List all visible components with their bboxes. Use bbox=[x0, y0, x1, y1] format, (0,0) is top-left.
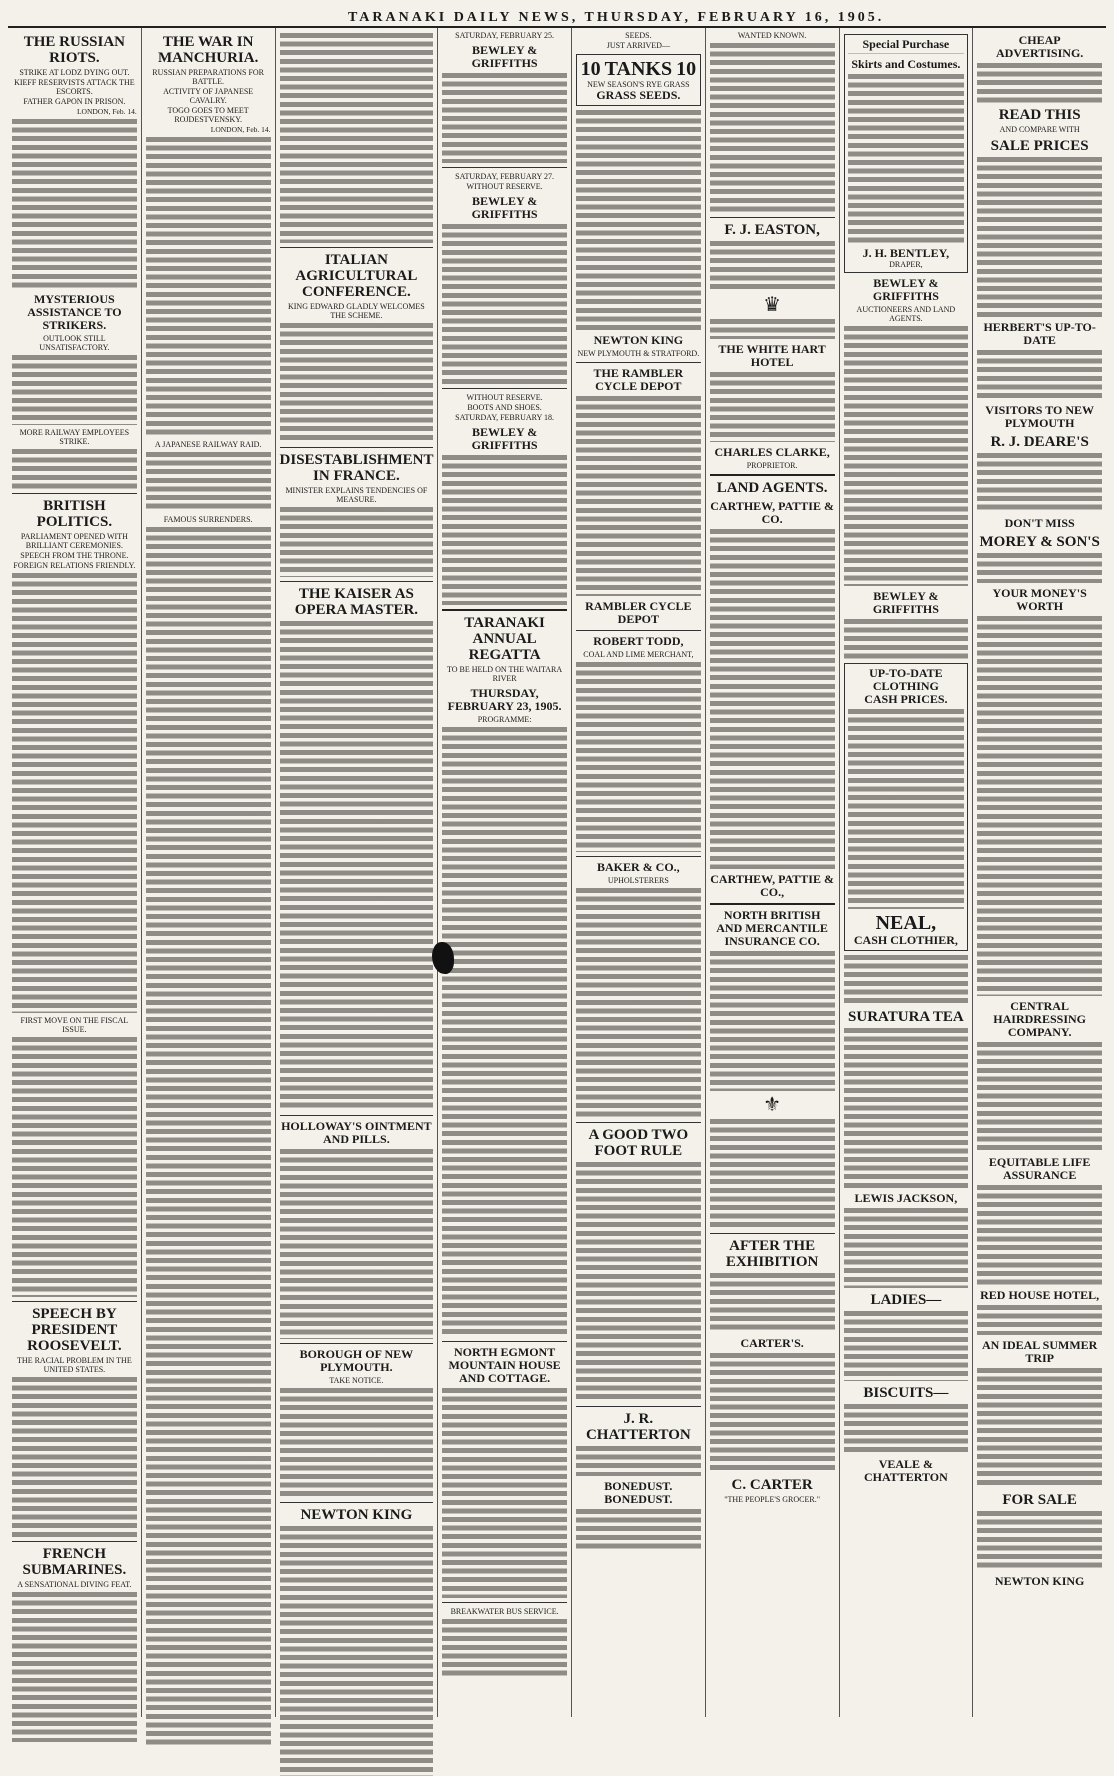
ad-text bbox=[442, 1388, 567, 1598]
subhead: A SENSATIONAL DIVING FEAT. bbox=[17, 1580, 132, 1589]
ad-red-house-hotel: RED HOUSE HOTEL, bbox=[980, 1288, 1100, 1302]
ad-chatterton: J. R. CHATTERTON bbox=[585, 1411, 691, 1443]
ad-text bbox=[576, 110, 701, 330]
masthead bbox=[8, 6, 1106, 28]
ad-bewley-griffiths: BEWLEY & GRIFFITHS bbox=[872, 589, 939, 616]
ad-text bbox=[710, 1119, 835, 1229]
regatta-programme: PROGRAMME: bbox=[477, 715, 532, 724]
ad-carthew-pattie: CARTHEW, PATTIE & CO., bbox=[710, 872, 834, 899]
ad-tanks bbox=[576, 54, 701, 106]
column-4 bbox=[438, 28, 572, 1717]
ad-text bbox=[977, 350, 1102, 400]
ad-after-exhibition: AFTER THE EXHIBITION bbox=[725, 1238, 819, 1270]
cheap-advertising-title: CHEAP ADVERTISING. bbox=[996, 33, 1084, 60]
ad-sub: DRAPER, bbox=[889, 260, 923, 269]
ad-text bbox=[844, 955, 969, 1005]
article-text bbox=[12, 1592, 137, 1742]
ad-sub: COAL AND LIME MERCHANT, bbox=[583, 650, 694, 659]
ad-central-hairdressing: CENTRAL HAIRDRESSING COMPANY. bbox=[993, 999, 1086, 1039]
ad-equitable-life: EQUITABLE LIFE ASSURANCE bbox=[988, 1155, 1091, 1182]
ad-dont-miss: DON'T MISS bbox=[1004, 516, 1075, 530]
ad-suratura-tea: SURATURA TEA bbox=[848, 1009, 964, 1025]
article-text bbox=[280, 1526, 434, 1776]
ad-text bbox=[844, 1208, 969, 1288]
article-text bbox=[12, 1037, 137, 1297]
article-text bbox=[12, 449, 137, 489]
headline-kaiser-opera: THE KAISER AS OPERA MASTER. bbox=[294, 586, 419, 618]
subhead: MORE RAILWAY EMPLOYEES STRIKE. bbox=[19, 428, 130, 446]
column-6 bbox=[706, 28, 840, 1717]
subhead: FATHER GAPON IN PRISON. bbox=[23, 97, 126, 106]
article-text bbox=[280, 323, 434, 443]
regatta-text bbox=[442, 727, 567, 1337]
ad-text bbox=[576, 662, 701, 852]
ad-text bbox=[977, 553, 1102, 583]
ad-text bbox=[576, 396, 701, 596]
ad-line: WITHOUT RESERVE. bbox=[466, 393, 543, 402]
ad-special-purchase bbox=[844, 34, 969, 273]
masthead-title: TARANAKI DAILY NEWS, THURSDAY, FEBRUARY 16, 1905. bbox=[348, 10, 885, 25]
ad-sub: PROPRIETOR. bbox=[746, 461, 798, 470]
crest-icon: ♛ bbox=[763, 294, 782, 316]
ad-clothing bbox=[844, 663, 969, 951]
subhead: THE RACIAL PROBLEM IN THE UNITED STATES. bbox=[17, 1356, 132, 1374]
article-text bbox=[146, 527, 271, 1747]
ad-bonedust: BONEDUST. BONEDUST. bbox=[604, 1479, 673, 1506]
ad-visitors: VISITORS TO NEW PLYMOUTH bbox=[985, 403, 1094, 430]
article-text bbox=[12, 573, 137, 1013]
subhead: SPEECH FROM THE THRONE. bbox=[20, 551, 129, 560]
ad-text bbox=[977, 1511, 1102, 1571]
ad-clarke: CHARLES CLARKE, bbox=[714, 445, 830, 459]
ad-text bbox=[710, 241, 835, 291]
subhead: TAKE NOTICE. bbox=[329, 1376, 384, 1385]
ad-rambler: THE RAMBLER CYCLE DEPOT bbox=[593, 366, 684, 393]
ad-date: SATURDAY, FEBRUARY 18. bbox=[455, 413, 554, 422]
ad-read-this: READ THIS bbox=[998, 107, 1081, 123]
ad-lewis-jackson: LEWIS JACKSON, bbox=[854, 1191, 958, 1205]
ad-cash-clothier: CASH CLOTHIER, bbox=[853, 933, 958, 947]
ad-sub: "THE PEOPLE'S GROCER." bbox=[724, 1495, 820, 1504]
ad-north-british: NORTH BRITISH AND MERCANTILE INSURANCE CO. bbox=[716, 908, 828, 948]
headline-roosevelt: SPEECH BY PRESIDENT ROOSEVELT. bbox=[27, 1306, 122, 1354]
ad-cash-prices: CASH PRICES. bbox=[864, 692, 948, 706]
ad-tanks-title: TANKS bbox=[604, 58, 673, 80]
ad-text bbox=[442, 73, 567, 163]
column-8 bbox=[973, 28, 1106, 1717]
article-text bbox=[280, 1149, 434, 1339]
ad-text bbox=[576, 888, 701, 1118]
ad-ladies: LADIES— bbox=[870, 1292, 942, 1308]
ad-title: Special Purchase bbox=[862, 37, 950, 51]
ad-text bbox=[576, 1446, 701, 1476]
ad-date: SATURDAY, FEBRUARY 27. bbox=[455, 172, 554, 181]
ad-just-arrived: JUST ARRIVED— bbox=[606, 41, 670, 50]
ad-text bbox=[442, 1619, 567, 1679]
ad-title: UP-TO-DATE CLOTHING bbox=[869, 666, 943, 693]
ad-line: WITHOUT RESERVE. bbox=[466, 182, 543, 191]
ad-text bbox=[442, 224, 567, 384]
ad-text bbox=[710, 319, 835, 339]
ad-text bbox=[710, 951, 835, 1091]
ad-two-foot-rule: A GOOD TWO FOOT RULE bbox=[588, 1127, 689, 1159]
column-2 bbox=[142, 28, 276, 1717]
subhead: TOGO GOES TO MEET ROJDESTVENSKY. bbox=[167, 106, 249, 124]
column-3 bbox=[276, 28, 439, 1717]
ad-bewley-griffiths: BEWLEY & GRIFFITHS bbox=[471, 43, 538, 70]
subhead: MINISTER EXPLAINS TENDENCIES OF MEASURE. bbox=[285, 486, 428, 504]
subhead: PARLIAMENT OPENED WITH BRILLIANT CEREMONIES. bbox=[20, 532, 128, 550]
ad-text bbox=[844, 326, 969, 586]
ad-summer-trip: AN IDEAL SUMMER TRIP bbox=[981, 1338, 1098, 1365]
column-7 bbox=[840, 28, 974, 1717]
ad-text bbox=[576, 1509, 701, 1549]
ad-sub: NEW SEASON'S RYE GRASS bbox=[587, 80, 690, 89]
ad-easton: F. J. EASTON, bbox=[724, 222, 820, 238]
subhead: KING EDWARD GLADLY WELCOMES THE SCHEME. bbox=[287, 302, 425, 320]
ad-deare: R. J. DEARE'S bbox=[990, 434, 1089, 450]
ad-bewley-griffiths: BEWLEY & GRIFFITHS bbox=[872, 276, 939, 303]
ad-newton-king: NEWTON KING bbox=[994, 1574, 1085, 1588]
ad-number: 10 bbox=[676, 58, 697, 80]
ad-text bbox=[977, 1305, 1102, 1335]
subhead: RUSSIAN PREPARATIONS FOR BATTLE. bbox=[152, 68, 265, 86]
ad-text bbox=[977, 453, 1102, 513]
subhead: A JAPANESE RAILWAY RAID. bbox=[154, 440, 262, 449]
subhead: FIRST MOVE ON THE FISCAL ISSUE. bbox=[20, 1016, 129, 1034]
ad-skirts: Skirts and Costumes. bbox=[851, 57, 961, 71]
ad-veale-chatterton: VEALE & CHATTERTON bbox=[863, 1457, 948, 1484]
ad-text bbox=[710, 43, 835, 213]
notice-borough: BOROUGH OF NEW PLYMOUTH. bbox=[299, 1347, 414, 1374]
crest-icon: ⚜ bbox=[763, 1094, 782, 1116]
ad-number: 10 bbox=[580, 58, 601, 80]
ad-line: BOOTS AND SHOES. bbox=[467, 403, 542, 412]
ad-date: SATURDAY, FEBRUARY 25. bbox=[455, 31, 554, 40]
ad-newton-king: NEWTON KING bbox=[300, 1507, 413, 1523]
article-text bbox=[280, 33, 434, 243]
ad-text bbox=[710, 1353, 835, 1473]
ad-text bbox=[710, 372, 835, 442]
ad-sub: UPHOLSTERERS bbox=[607, 876, 669, 885]
ad-text bbox=[848, 709, 965, 909]
dateline: LONDON, Feb. 14. bbox=[210, 125, 271, 134]
article-text bbox=[12, 1377, 137, 1537]
ad-text bbox=[710, 1273, 835, 1333]
land-agents-title: LAND AGENTS. bbox=[716, 480, 828, 496]
ad-text bbox=[977, 616, 1102, 996]
ad-north-egmont: NORTH EGMONT MOUNTAIN HOUSE AND COTTAGE. bbox=[448, 1345, 561, 1385]
ad-text bbox=[977, 157, 1102, 317]
ad-holloway: HOLLOWAY'S OINTMENT AND PILLS. bbox=[281, 1119, 432, 1146]
headline-war-manchuria: THE WAR IN MANCHURIA. bbox=[157, 34, 259, 66]
headline-disestablishment: DISESTABLISHMENT IN FRANCE. bbox=[279, 452, 434, 484]
subhead: OUTLOOK STILL UNSATISFACTORY. bbox=[39, 334, 110, 352]
ad-text bbox=[844, 619, 969, 659]
ad-morey: MOREY & SON'S bbox=[979, 534, 1100, 550]
subhead: KIEFF RESERVISTS ATTACK THE ESCORTS. bbox=[14, 78, 135, 96]
article-text bbox=[12, 355, 137, 425]
article-text bbox=[280, 621, 434, 1111]
ad-text bbox=[844, 1404, 969, 1454]
ad-money-worth: YOUR MONEY'S WORTH bbox=[992, 586, 1087, 613]
dateline: LONDON, Feb. 14. bbox=[76, 107, 137, 116]
ad-herberts: HERBERT'S UP-TO-DATE bbox=[983, 320, 1096, 347]
columns bbox=[8, 28, 1106, 1717]
headline: MYSTERIOUS ASSISTANCE TO STRIKERS. bbox=[27, 292, 122, 332]
ad-text bbox=[977, 1185, 1102, 1285]
ad-bentley: J. H. BENTLEY, bbox=[862, 246, 950, 260]
ad-bewley-griffiths: BEWLEY & GRIFFITHS bbox=[471, 194, 538, 221]
ad-text bbox=[977, 63, 1102, 103]
ad-sub: AND COMPARE WITH bbox=[999, 125, 1080, 134]
ad-text bbox=[442, 455, 567, 605]
regatta-date: THURSDAY, FEBRUARY 23, 1905. bbox=[447, 686, 562, 713]
ad-text bbox=[848, 74, 965, 244]
ad-wanted-known: WANTED KNOWN. bbox=[737, 31, 807, 40]
subhead: STRIKE AT LODZ DYING OUT. bbox=[19, 68, 130, 77]
regatta-location: TO BE HELD ON THE WAITARA RIVER bbox=[447, 665, 563, 683]
article-text bbox=[146, 452, 271, 512]
ad-text bbox=[844, 1311, 969, 1381]
ad-robert-todd: ROBERT TODD, bbox=[593, 634, 684, 648]
article-text bbox=[280, 507, 434, 577]
subhead: ACTIVITY OF JAPANESE CAVALRY. bbox=[163, 87, 254, 105]
ad-for-sale: FOR SALE bbox=[1002, 1492, 1077, 1508]
subhead: FOREIGN RELATIONS FRIENDLY. bbox=[13, 561, 136, 570]
ad-text bbox=[844, 1028, 969, 1188]
headline-french-submarines: FRENCH SUBMARINES. bbox=[22, 1546, 127, 1578]
ink-blot bbox=[432, 942, 454, 974]
subhead: FAMOUS SURRENDERS. bbox=[163, 515, 253, 524]
column-5 bbox=[572, 28, 706, 1717]
ad-newton-king: NEWTON KING bbox=[593, 333, 684, 347]
article-text bbox=[280, 1388, 434, 1498]
ad-sub: AUCTIONEERS AND LAND AGENTS. bbox=[856, 305, 956, 323]
regatta-title: TARANAKI ANNUAL REGATTA bbox=[464, 615, 545, 663]
column-1 bbox=[8, 28, 142, 1717]
article-text bbox=[146, 137, 271, 437]
ad-seeds: SEEDS. bbox=[625, 31, 652, 40]
ad-biscuits: BISCUITS— bbox=[863, 1385, 949, 1401]
article-text bbox=[12, 119, 137, 289]
ad-grass-seeds: GRASS SEEDS. bbox=[596, 88, 681, 102]
ad-sale-prices: SALE PRICES bbox=[990, 138, 1089, 154]
ad-neal: NEAL, bbox=[875, 912, 937, 934]
ad-text bbox=[977, 1042, 1102, 1152]
ad-rambler-depot: RAMBLER CYCLE DEPOT bbox=[585, 599, 692, 626]
ad-breakwater-bus: BREAKWATER BUS SERVICE. bbox=[450, 1607, 559, 1616]
ad-bewley-griffiths: BEWLEY & GRIFFITHS bbox=[471, 425, 538, 452]
ad-sub: NEW PLYMOUTH & STRATFORD. bbox=[577, 349, 700, 358]
ad-white-hart: THE WHITE HART HOTEL bbox=[718, 342, 826, 369]
ad-c-carter: C. CARTER bbox=[731, 1477, 813, 1493]
headline-italian-conference: ITALIAN AGRICULTURAL CONFERENCE. bbox=[295, 252, 418, 300]
ad-carters: CARTER'S. bbox=[740, 1336, 804, 1350]
ad-carthew-pattie: CARTHEW, PATTIE & CO. bbox=[710, 499, 834, 526]
ad-baker: BAKER & CO., bbox=[597, 860, 680, 874]
ad-text bbox=[977, 1368, 1102, 1488]
ad-text bbox=[710, 529, 835, 869]
headline-british-politics: BRITISH POLITICS. bbox=[36, 498, 113, 530]
ad-text bbox=[576, 1162, 701, 1402]
headline-russian-riots: THE RUSSIAN RIOTS. bbox=[23, 34, 126, 66]
